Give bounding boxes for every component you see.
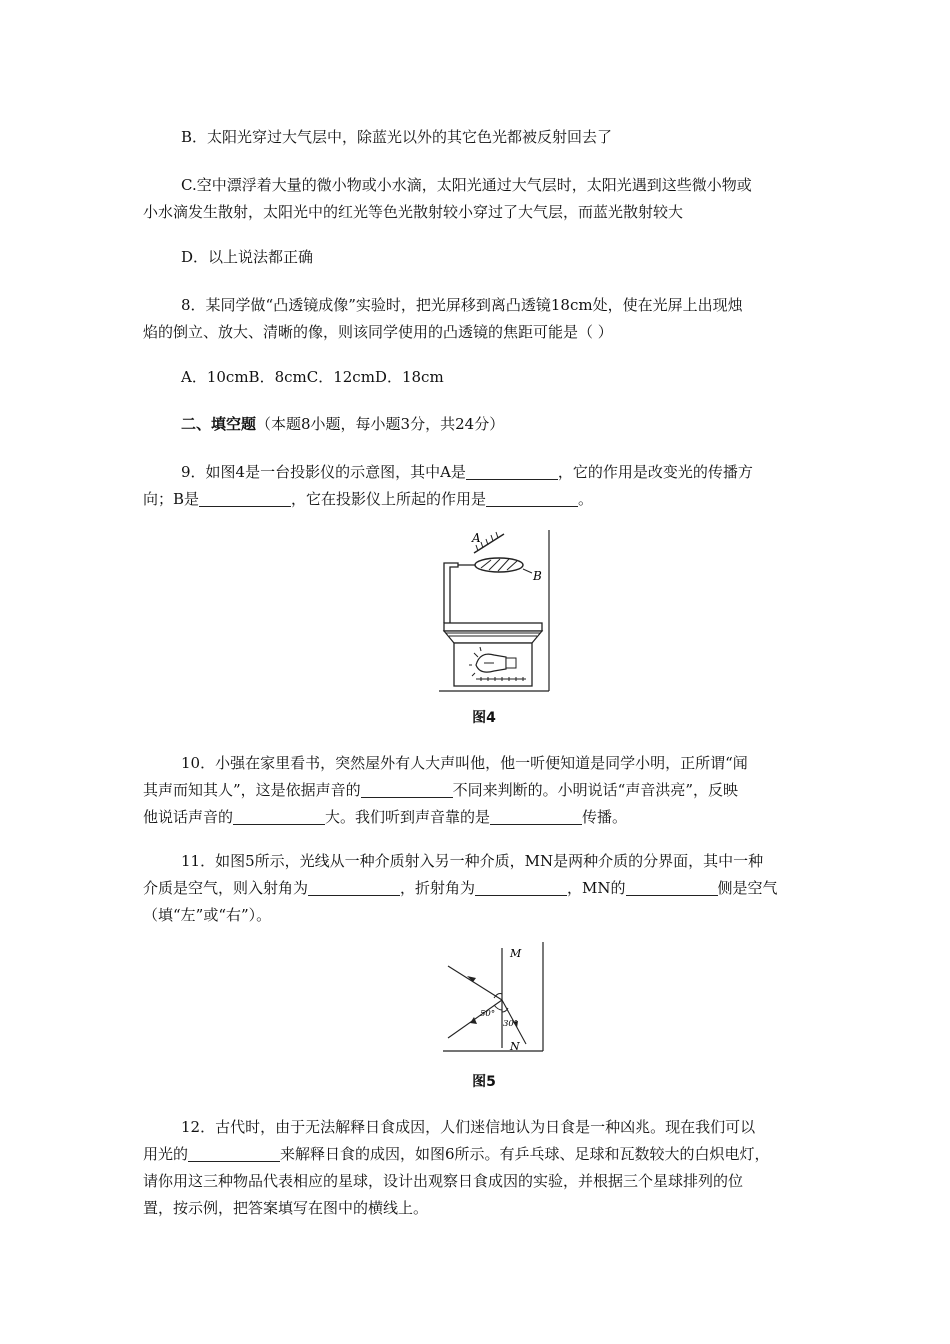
q11-blank-b[interactable] — [475, 880, 567, 896]
question-8: 8．某同学做“凸透镜成像”实验时，把光屏移到离凸透镜18cm处，使在光屏上出现烛 焰的倒立、放大、清晰的像，则该同学使用的凸透镜的焦距可能是（ ） — [143, 296, 743, 341]
q7-option-c: C.空中漂浮着大量的微小物或小水滴，太阳光通过大气层时，太阳光遇到这些微小物或 小水滴发生散射，太阳光中的红光等色光散射较小穿过了大气层，而蓝光散射较大 — [143, 176, 752, 221]
q11-blank-c[interactable] — [626, 880, 718, 896]
q8-options: A．10cmB．8cmC．12cmD．18cm — [181, 368, 444, 386]
ray-lower-left — [448, 1000, 502, 1038]
section-heading — [143, 411, 811, 438]
q7-option-b: B．太阳光穿过大气层中，除蓝光以外的其它色光都被反射回去了 — [181, 128, 613, 146]
question-10: 10．小强在家里看书，突然屋外有人大声叫他，他一听便知道是同学小明，正所谓“闻 其声而知其人”，这是依据声音的 不同来判断的。小明说话“声音洪亮”，反映 他说话声音的 大。我们听到声音靠的是 传播。 — [143, 754, 748, 826]
q12-blank-a[interactable] — [188, 1146, 280, 1162]
angle-50: 50° — [480, 1009, 496, 1019]
lens-b — [475, 558, 532, 573]
q9-blank-b[interactable] — [199, 491, 291, 507]
q11-blank-a[interactable] — [308, 880, 400, 896]
figure-5-refraction — [440, 940, 546, 1055]
figure-5-caption: 图5 — [472, 1074, 496, 1090]
question-9: 9．如图4是一台投影仪的示意图，其中A是 ，它的作用是改变光的传播方 向；B是 ，它在投影仪上所起的作用是 。 — [143, 463, 753, 508]
q10-blank-a[interactable] — [361, 782, 453, 798]
q10-blank-b[interactable] — [233, 809, 325, 825]
label-m: M — [510, 947, 522, 960]
figure-4-caption: 图4 — [472, 710, 496, 726]
ray-upper-left — [448, 966, 502, 1000]
label-n: N — [510, 1040, 520, 1053]
section-title: 二、填空题 — [181, 415, 257, 433]
q9-blank-a[interactable] — [466, 464, 558, 480]
label-b: B — [533, 569, 542, 583]
q9-blank-c[interactable] — [486, 491, 578, 507]
question-12: 12．古代时，由于无法解释日食成因，人们迷信地认为日食是一种凶兆。现在我们可以 用光的 来解释日食的成因，如图6所示。有乒乓球、足球和瓦数较大的白炽电灯， 请你用这三种物品代表相应的星球，设计出观察日食成因的实验，并根据三个星球排列的位 置，按示例，把答案填写在图中的横线上。 — [143, 1118, 770, 1217]
q7-option-d: D．以上说法都正确 — [181, 248, 314, 266]
question-11: 11．如图5所示，光线从一种介质射入另一种介质，MN是两种介质的分界面，其中一种 介质是空气，则入射角为 ，折射角为 ，MN的 侧是空气 （填“左”或“右”）。 — [143, 852, 778, 924]
angle-30: 30° — [503, 1019, 519, 1029]
q10-blank-c[interactable] — [490, 809, 582, 825]
section-note: （本题8小题，每小题3分，共24分） — [256, 415, 505, 433]
label-a: A — [472, 531, 481, 545]
figure-4-projector — [436, 527, 551, 692]
